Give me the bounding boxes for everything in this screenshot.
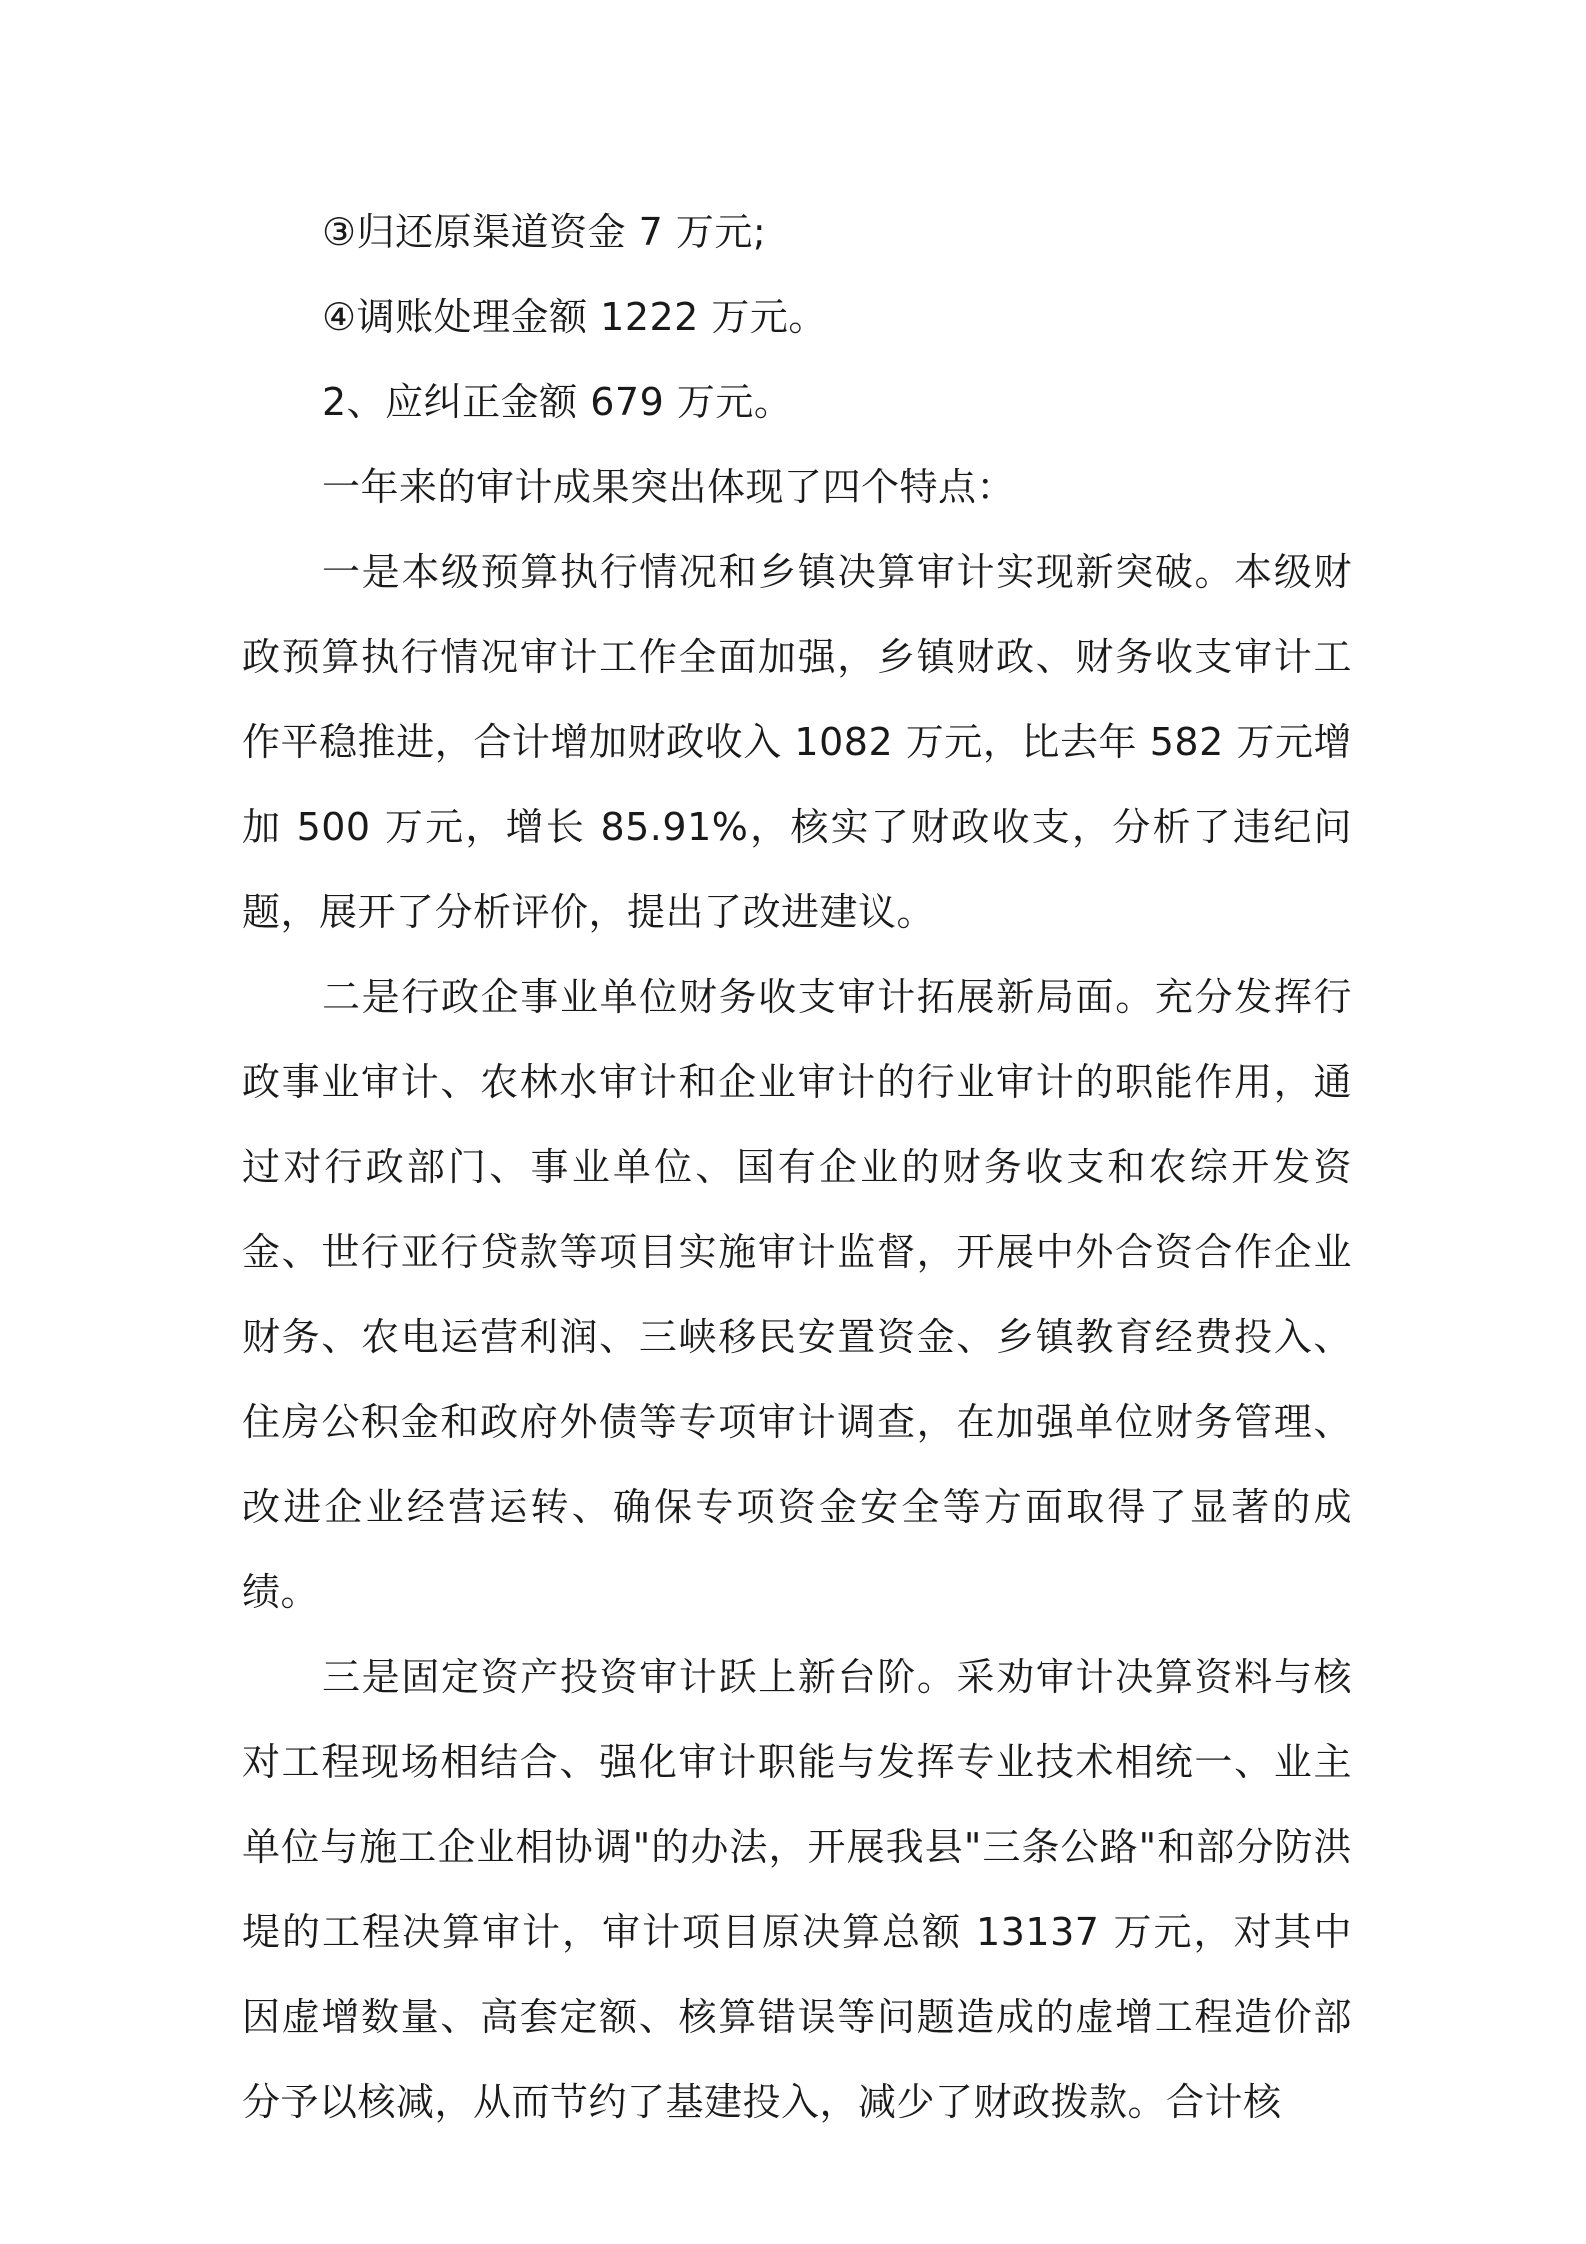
paragraph-feature-three: 三是固定资产投资审计跃上新台阶。采劝审计决算资料与核对工程现场相结合、强化审计职能与发挥专业技术相统一、业主单位与施工企业相协调"的办法，开展我县"三条公路"和部分防洪堤的工程决算审计，审计项目原决算总额 13137 万元，对其中因虚增数量、高套定额、核算错误等问题造成的虚增工程造价部分予以核减，从而节约了基建投入，减少了财政拨款。合计核 bbox=[242, 1655, 1352, 2124]
paragraph-four-features-intro: 一年来的审计成果突出体现了四个特点： bbox=[322, 465, 1016, 509]
paragraph-correction-amount: 2、应纠正金额 679 万元。 bbox=[322, 380, 793, 424]
paragraph-feature-two: 二是行政企事业单位财务收支审计拓展新局面。充分发挥行政事业审计、农林水审计和企业审计的行业审计的职能作用，通过对行政部门、事业单位、国有企业的财务收支和农综开发资金、世行亚行贷款等项目实施审计监督，开展中外合资合作企业财务、农电运营利润、三峡移民安置资金、乡镇教育经费投入、住房公积金和政府外债等专项审计调查，在加强单位财务管理、改进企业经营运转、确保专项资金安全等方面取得了显著的成绩。 bbox=[242, 975, 1352, 1614]
paragraph-item-4: ④调账处理金额 1222 万元。 bbox=[322, 295, 827, 339]
paragraph-item-3: ③归还原渠道资金 7 万元; bbox=[322, 210, 767, 254]
document-body bbox=[242, 190, 1352, 2145]
paragraph-feature-one: 一是本级预算执行情况和乡镇决算审计实现新突破。本级财政预算执行情况审计工作全面加强，乡镇财政、财务收支审计工作平稳推进，合计增加财政收入 1082 万元，比去年 582 万元增加 500 万元，增长 85.91%，核实了财政收支，分析了违纪问题，展开了分析评价，提出了改进建议。 bbox=[242, 550, 1352, 934]
